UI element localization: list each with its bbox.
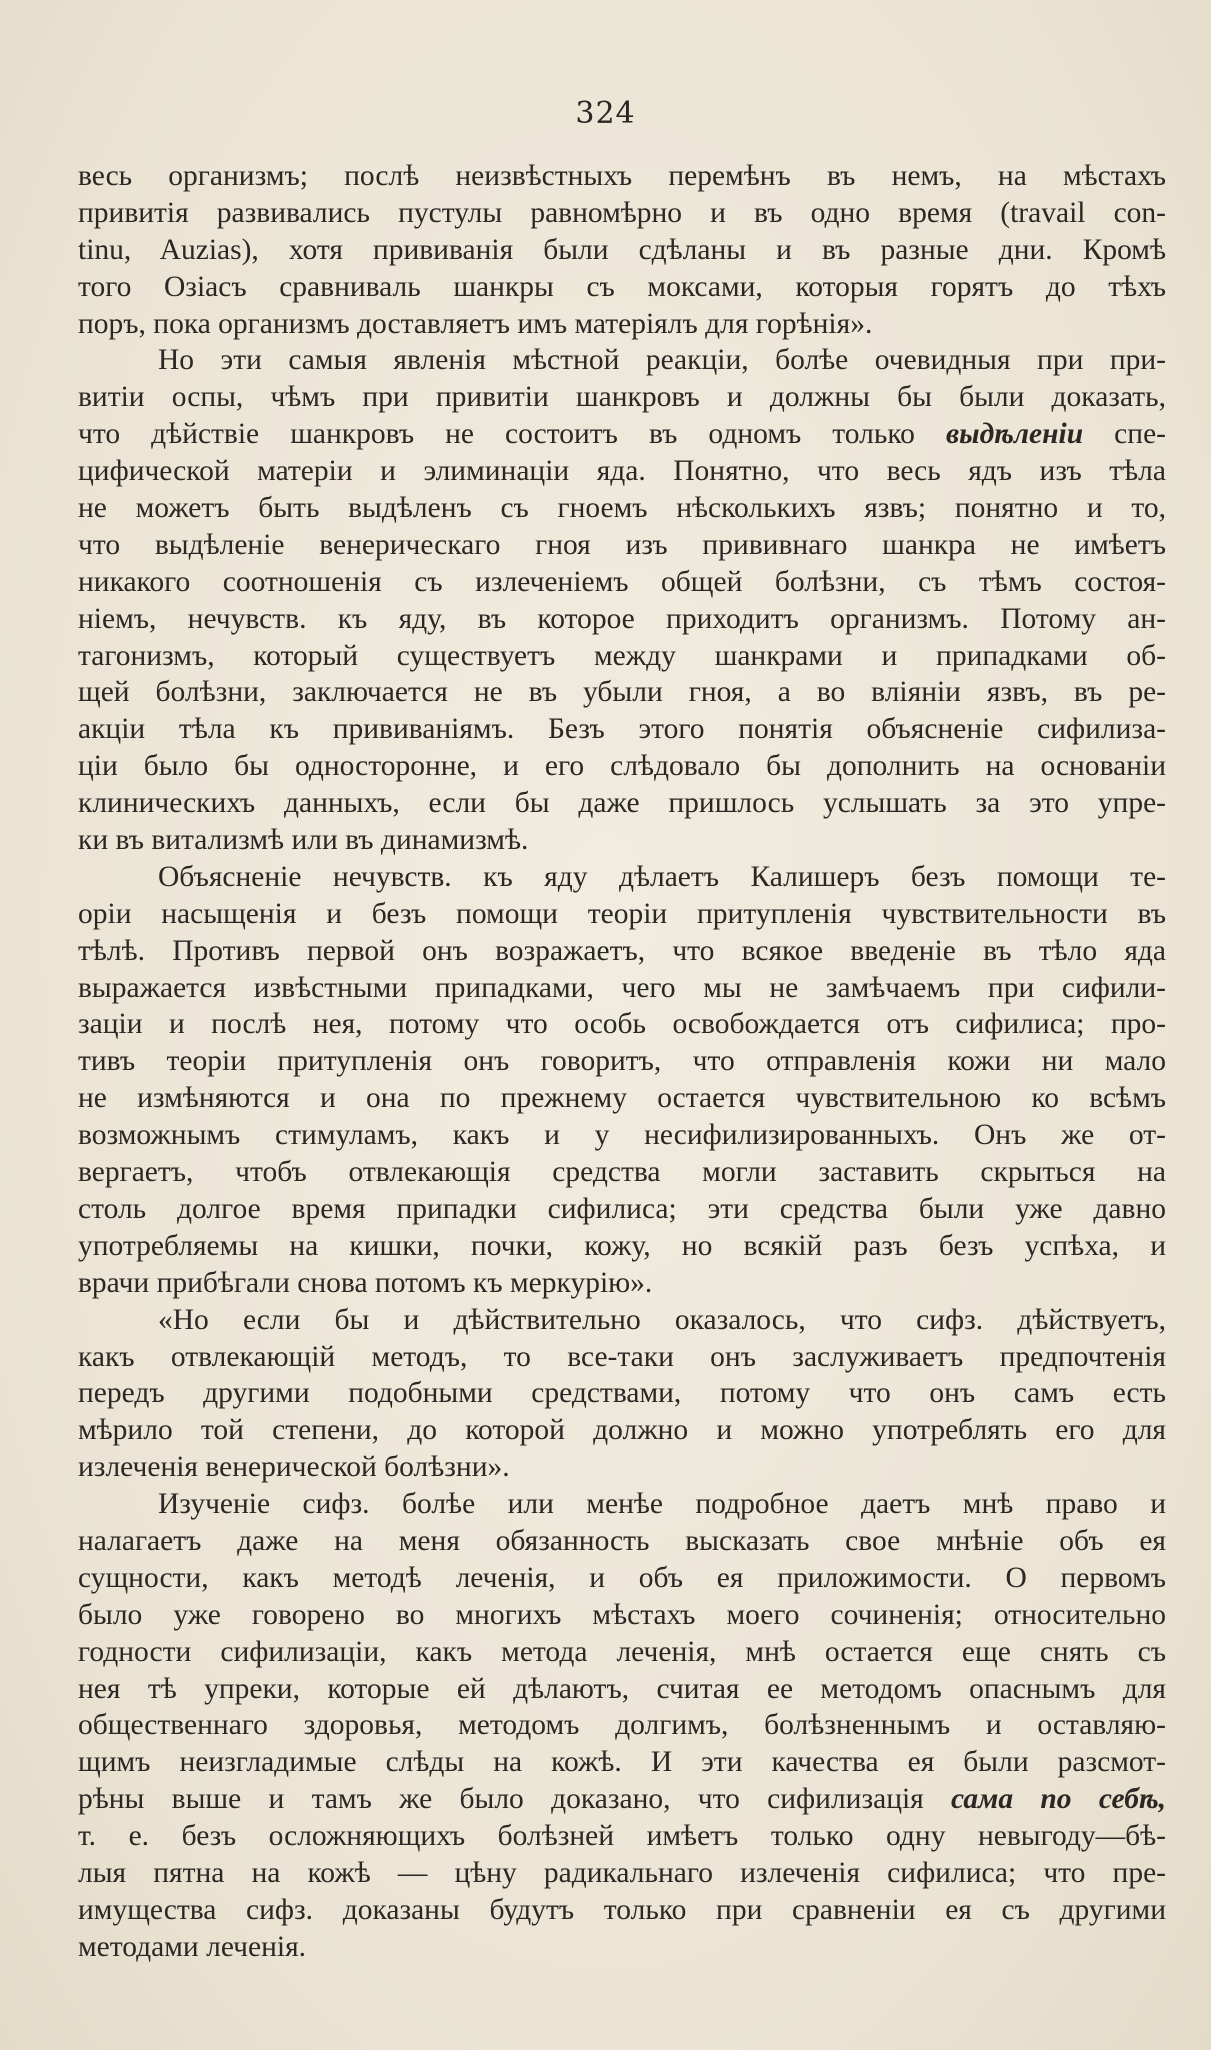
text-line: врачи прибѣгали снова потомъ къ меркурію».: [78, 1266, 653, 1299]
text-line: налагаетъ даже на меня обязанность высказать свое мнѣніе объ ея: [78, 1524, 1166, 1557]
text-line: Изученіе сифз. болѣе или менѣе подробное даетъ мнѣ право и: [158, 1488, 1166, 1521]
text-line: витіи оспы, чѣмъ при привитіи шанкровъ и должны бы были доказать,: [78, 381, 1166, 414]
emphasized-word: сама по себѣ,: [951, 1783, 1166, 1816]
text-line: имущества сифз. доказаны будутъ только при сравненіи ея съ другими: [78, 1893, 1166, 1926]
text-line: оріи насыщенія и безъ помощи теоріи притупленія чувствительности въ: [78, 897, 1166, 930]
paragraph: [78, 1486, 1166, 1966]
text-line: не измѣняются и она по прежнему остается чувствительною ко всѣмъ: [78, 1082, 1166, 1115]
text-line: возможнымъ стимуламъ, какъ и у несифилизированныхъ. Онъ же от-: [78, 1119, 1166, 1152]
text-line: цифической матеріи и элиминаціи яда. Понятно, что весь ядъ изъ тѣла: [78, 455, 1166, 488]
text-line: сущности, какъ методѣ леченія, и объ ея приложимости. О первомъ: [78, 1561, 1166, 1594]
text-line: Но эти самыя явленія мѣстной реакціи, болѣе очевидныя при при-: [158, 344, 1166, 377]
text-line: что выдѣленіе венерическаго гноя изъ прививнаго шанкра не имѣетъ: [78, 528, 1166, 561]
text-line: заціи и послѣ нея, потому что особь освобождается отъ сифилиса; про-: [78, 1008, 1166, 1041]
text-line: рѣны выше и тамъ же было доказано, что сифилизація сама по себѣ,: [78, 1783, 1166, 1816]
text-line: Объясненіе нечувств. къ яду дѣлаетъ Калишеръ безъ помощи те-: [158, 860, 1166, 893]
body-text: [78, 158, 1166, 1966]
text-line: общественнаго здоровья, методомъ долгимъ, болѣзненнымъ и оставляю-: [78, 1709, 1166, 1742]
text-line: излеченія венерической болѣзни».: [78, 1451, 510, 1484]
paragraph: [78, 342, 1166, 858]
text-line: щей болѣзни, заключается не въ убыли гноя, а во вліяніи язвъ, въ ре-: [78, 676, 1166, 709]
text-line: того Озіасъ сравниваль шанкры съ моксами, которыя горятъ до тѣхъ: [78, 270, 1166, 303]
text-line: акціи тѣла къ прививаніямъ. Безъ этого понятія объясненіе сифилиза-: [78, 713, 1166, 746]
text-line: лыя пятна на кожѣ — цѣну радикальнаго излеченія сифилиса; что пре-: [78, 1856, 1166, 1889]
text-line: употребляемы на кишки, почки, кожу, но всякій разъ безъ успѣха, и: [78, 1229, 1166, 1262]
paragraph: [78, 158, 1166, 342]
text-line: щимъ неизгладимые слѣды на кожѣ. И эти качества ея были разсмот-: [78, 1746, 1166, 1779]
text-line: что дѣйствіе шанкровъ не состоитъ въ одномъ только выдѣленіи спе-: [78, 418, 1166, 451]
text-line: «Но если бы и дѣйствительно оказалось, что сифз. дѣйствуетъ,: [158, 1303, 1166, 1336]
text-line: никакого соотношенія съ излеченіемъ общей болѣзни, съ тѣмъ состоя-: [78, 565, 1166, 598]
text-line: столь долгое время припадки сифилиса; эти средства были уже давно: [78, 1192, 1166, 1225]
text-line: ки въ витализмѣ или въ динамизмѣ.: [78, 824, 529, 857]
text-line: тѣлѣ. Противъ первой онъ возражаетъ, что всякое введеніе въ тѣло яда: [78, 934, 1166, 967]
text-line: тивъ теоріи притупленія онъ говоритъ, что отправленія кожи ни мало: [78, 1045, 1166, 1078]
text-line: ніемъ, нечувств. къ яду, въ которое приходитъ организмъ. Потому ан-: [78, 602, 1166, 635]
text-line: тагонизмъ, который существуетъ между шанкрами и припадками об-: [78, 639, 1166, 672]
text-line: вергаетъ, чтобъ отвлекающія средства могли заставить скрыться на: [78, 1156, 1166, 1189]
text-line: нея тѣ упреки, которые ей дѣлаютъ, считая ее методомъ опаснымъ для: [78, 1672, 1166, 1705]
text-line: клиническихъ данныхъ, если бы даже пришлось услышать за это упре-: [78, 787, 1166, 820]
text-line: выражается извѣстными припадками, чего мы не замѣчаемъ при сифили-: [78, 971, 1166, 1004]
text-line: привитія развивались пустулы равномѣрно и въ одно время (travail con-: [78, 196, 1166, 229]
text-line: не можетъ быть выдѣленъ съ гноемъ нѣсколькихъ язвъ; понятно и то,: [78, 492, 1166, 525]
text-line: ціи было бы одностороннe, и его слѣдовало бы дополнить на основаніи: [78, 750, 1166, 783]
text-line: поръ, пока организмъ доставляетъ имъ матеріялъ для горѣнія».: [78, 307, 873, 340]
emphasized-word: выдѣленіи: [945, 418, 1084, 451]
paragraph: [78, 1302, 1166, 1486]
text-line: годности сифилизаціи, какъ метода леченія, мнѣ остается еще снять съ: [78, 1635, 1166, 1668]
paragraph: [78, 859, 1166, 1302]
text-line: т. е. безъ осложняющихъ болѣзней имѣетъ только одну невыгоду—бѣ-: [78, 1820, 1166, 1853]
text-line: методами леченія.: [78, 1930, 307, 1963]
text-line: весь организмъ; послѣ неизвѣстныхъ перемѣнъ въ немъ, на мѣстахъ: [78, 160, 1166, 192]
text-line: было уже говорено во многихъ мѣстахъ моего сочиненія; относительно: [78, 1598, 1166, 1631]
text-line: мѣрило той степени, до которой должно и можно употреблять его для: [78, 1414, 1166, 1447]
page-number: 324: [575, 96, 636, 131]
text-line: какъ отвлекающій методъ, то все-таки онъ заслуживаетъ предпочтенія: [78, 1340, 1166, 1373]
text-line: tinu, Auzias), хотя прививанія были сдѣланы и въ разные дни. Кромѣ: [78, 233, 1166, 266]
text-line: передъ другими подобными средствами, потому что онъ самъ есть: [78, 1377, 1166, 1410]
